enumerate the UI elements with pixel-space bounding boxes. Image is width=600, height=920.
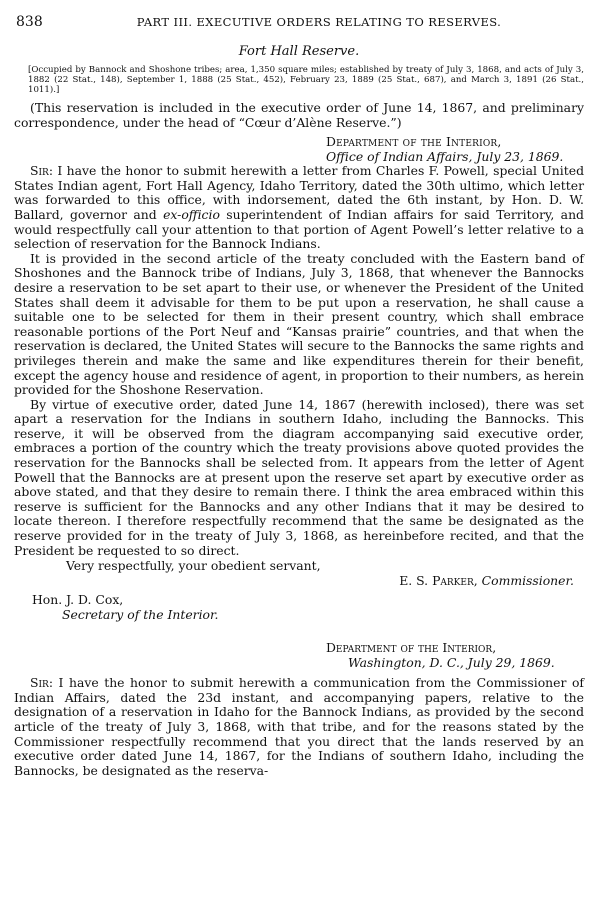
letter1-paragraph-1: [14, 164, 584, 252]
letter2-place-date: Washington, D. C., July 29, 1869.: [348, 655, 555, 671]
page-number: 838: [16, 14, 43, 30]
running-title: PART III. EXECUTIVE ORDERS RELATING TO RESERVES.: [136, 15, 502, 29]
letter2-department: Department of the Interior,: [326, 640, 497, 656]
letter1-signature: [14, 573, 574, 588]
letter1-signer: E. S. Parker,: [399, 573, 478, 589]
letter1-paragraph-2: It is provided in the second article of the treaty concluded with the Eastern band of Shoshones and the Bannock tribe of Indians, July 3, 1868, that whenever the Bannocks desire a reservation to be set apart to their use, or whenever the President of the United States shall deem it advisable for them to be put upon a reservation, he shall cause a suitable one to be selected for them in their present country, which shall embrace reasonable portions of the Port Neuf and “Kansas prairie” countries, and that when the reservation is declared, the United States will secure to the Bannocks the same rights and privileges therein and make the same and like expenditures therein for their benefit, except the agency house and residence of agent, in proportion to their numbers, as herein provided for the Shoshone Reservation.: [14, 250, 584, 398]
letter1-salutation: Sir:: [30, 163, 53, 179]
letter1-p1-b: superintendent of Indian affairs for said Territory, and would respectfully call your attention to that portion of Agent Powell’s letter relative to a selection of reservation for the Bannock Indians.: [14, 206, 584, 252]
letter1-addressee: [32, 592, 584, 622]
letter1-signer-title: Commissioner.: [481, 573, 574, 589]
letter1-addressee-title: Secretary of the Interior.: [62, 607, 219, 623]
letter1-heading: [326, 134, 584, 164]
bracket-note: [Occupied by Bannock and Shoshone tribes; area, 1,350 square miles; established by treaty of July 3, 1868, and acts of July 3, 1882 (22 Stat., 148), September 1, 1888 (25 Stat., 452), February 23, 1889 (25 Stat., 687), and March 3, 1891 (26 Stat., 1011).]: [28, 65, 584, 95]
letter2-p1: I have the honor to submit herewith a communication from the Commissioner of Indian Affairs, dated the 23d instant, and accompanying papers, relative to the designation of a reservation in Idaho for the Bannock Indians, as provided by the second article of the treaty of July 3, 1868, with that tribe, and for the reasons stated by the Commissioner respectfully recommend that you direct that the lands reserved by an executive order dated June 14, 1867, for the Indians of southern Idaho, including the Bannocks, be designated as the reserva-: [14, 675, 584, 778]
letter1-office-date: Office of Indian Affairs, July 23, 1869.: [326, 149, 564, 165]
letter2-heading: [326, 640, 584, 670]
letter1-closing: Very respectfully, your obedient servant,: [66, 558, 321, 574]
page-header: [14, 10, 584, 32]
letter1-p1-a: I have the honor to submit herewith a letter from Charles F. Powell, special United States Indian agent, Fort Hall Agency, Idaho Territory, dated the 30th ultimo, which letter was forwarded to this office, with indorsement, dated the 6th instant, by Hon. D. W. Ballard, governor and: [14, 163, 584, 222]
intro-paragraph: (This reservation is included in the executive order of June 14, 1867, and preliminary correspondence, under the head of “Cœur d’Alène Reserve.”): [14, 100, 584, 130]
letter1-addressee-name: Hon. J. D. Cox,: [32, 592, 124, 608]
section-title: Fort Hall Reserve.: [238, 44, 360, 59]
letter1-department: Department of the Interior,: [326, 134, 502, 150]
letter2-paragraph-1: [14, 676, 584, 778]
letter1-paragraph-3: By virtue of executive order, dated June 14, 1867 (herewith inclosed), there was set apart a reservation for the Indians in southern Idaho, including the Bannocks. This reserve, it will be observed from the diagram accompanying said executive order, embraces a portion of the country which the treaty provisions above quoted provides the reservation for the Bannocks shall be selected from. It appears from the letter of Agent Powell that the Bannocks are at present upon the reserve set apart by executive order as above stated, and that they desire to remain there. I think the area embraced within this reserve is sufficient for the Bannocks and any other Indians that it may be desired to locate thereon. I therefore respectfully recommend that the same be designated as the reserve provided for in the treaty of July 3, 1868, as hereinbefore recited, and that the President be requested to so direct.: [14, 396, 584, 558]
letter1-p1-ex-officio: ex-officio: [163, 206, 220, 222]
letter2-salutation: Sir:: [30, 675, 53, 691]
